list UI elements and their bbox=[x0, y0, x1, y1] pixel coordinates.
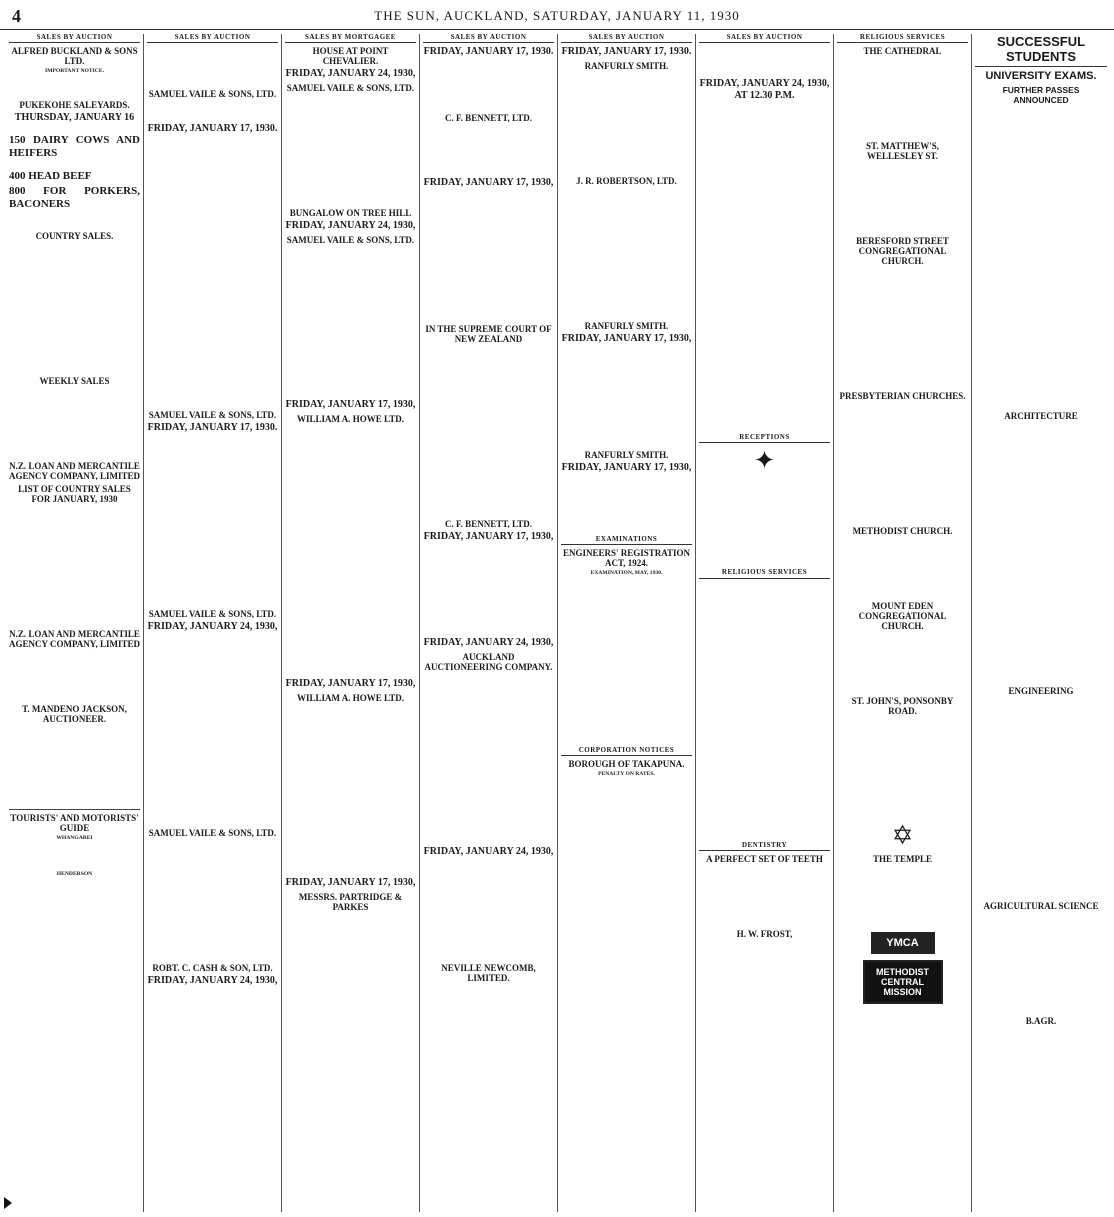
text-block bbox=[9, 388, 140, 458]
text-block bbox=[561, 73, 692, 173]
text-block bbox=[837, 403, 968, 523]
advert-heading: RANFURLY SMITH. bbox=[584, 450, 669, 461]
text-block bbox=[9, 126, 140, 132]
date-line: FRIDAY, JANUARY 17, 1930, bbox=[423, 177, 554, 189]
date-line: FRIDAY, JANUARY 24, 1930, AT 12.30 P.M. bbox=[699, 78, 830, 102]
advert-heading: SAMUEL VAILE & SONS, LTD. bbox=[148, 609, 277, 620]
lot-line: 150 DAIRY COWS AND HEIFERS bbox=[9, 134, 140, 160]
text-block bbox=[975, 698, 1107, 898]
text-block bbox=[147, 436, 278, 606]
text-block bbox=[699, 866, 830, 926]
notice-heading: IMPORTANT NOTICE. bbox=[45, 68, 104, 75]
advert-heading: LIST OF COUNTRY SALES FOR JANUARY, 1930 bbox=[18, 483, 131, 504]
text-block bbox=[285, 247, 416, 397]
date-line: FRIDAY, JANUARY 24, 1930, bbox=[285, 220, 416, 232]
section-heading: SALES BY AUCTION bbox=[561, 34, 692, 43]
advert-subheading: EXAMINATION, MAY, 1930. bbox=[590, 570, 663, 577]
section-heading: SALES BY AUCTION bbox=[699, 34, 830, 43]
text-block bbox=[837, 268, 968, 388]
text-block bbox=[837, 538, 968, 598]
text-block bbox=[975, 423, 1107, 683]
advert-heading: C. F. BENNETT, LTD. bbox=[445, 519, 532, 530]
text-block bbox=[975, 108, 1107, 408]
text-block bbox=[9, 243, 140, 373]
advert-heading: J. R. ROBERTSON, LTD. bbox=[576, 176, 677, 187]
advert-heading: SAMUEL VAILE & SONS, LTD. bbox=[286, 83, 415, 94]
column-6 bbox=[696, 34, 834, 1212]
text-block bbox=[837, 58, 968, 138]
text-block bbox=[9, 841, 140, 871]
advert-heading: H. W. FROST, bbox=[736, 928, 793, 939]
text-block bbox=[147, 635, 278, 825]
advert-heading: N.Z. LOAN AND MERCANTILE AGENCY COMPANY, LIMITED bbox=[9, 628, 140, 649]
text-block bbox=[975, 913, 1107, 1013]
text-block bbox=[9, 213, 140, 227]
section-heading: SALES BY AUCTION bbox=[147, 34, 278, 43]
methodist-mission-logo: METHODIST CENTRAL MISSION bbox=[863, 960, 943, 1004]
advert-heading: WEEKLY SALES bbox=[39, 375, 110, 386]
lot-line: 800 FOR PORKERS, BACONERS bbox=[9, 185, 140, 211]
advert-heading: ALFRED BUCKLAND & SONS LTD. bbox=[11, 46, 138, 67]
column-2 bbox=[144, 34, 282, 1212]
advert-heading: WILLIAM A. HOWE LTD. bbox=[297, 414, 404, 425]
section-heading: EXAMINATIONS bbox=[561, 536, 692, 545]
text-block bbox=[423, 860, 554, 960]
star-emblem-icon: ✡ bbox=[891, 821, 914, 851]
date-line: FRIDAY, JANUARY 24, 1930, bbox=[147, 621, 278, 633]
column-4 bbox=[420, 34, 558, 1212]
advert-heading: COUNTRY SALES. bbox=[35, 230, 114, 241]
text-block bbox=[423, 125, 554, 175]
date-line: FRIDAY, JANUARY 17, 1930. bbox=[423, 46, 554, 58]
advert-heading: TOURISTS' AND MOTORISTS' GUIDE bbox=[10, 812, 139, 833]
advert-heading: AGRICULTURAL SCIENCE bbox=[983, 901, 1099, 911]
advert-heading: MESSRS. PARTRIDGE & PARKES bbox=[298, 892, 403, 913]
text-block bbox=[699, 479, 830, 569]
text-block bbox=[9, 651, 140, 701]
advert-heading: MOUNT EDEN CONGREGATIONAL CHURCH. bbox=[858, 601, 947, 632]
text-block bbox=[423, 60, 554, 110]
advert-heading: WILLIAM A. HOWE LTD. bbox=[297, 693, 404, 704]
text-block bbox=[561, 188, 692, 318]
text-block bbox=[699, 46, 830, 76]
advert-heading: SAMUEL VAILE & SONS, LTD. bbox=[148, 828, 277, 839]
date-line: THURSDAY, JANUARY 16 bbox=[14, 112, 135, 124]
news-subheadline: UNIVERSITY EXAMS. bbox=[985, 70, 1097, 82]
date-line: FRIDAY, JANUARY 24, 1930, bbox=[423, 846, 554, 858]
columns bbox=[6, 34, 1110, 1212]
advert-heading: A PERFECT SET OF TEETH bbox=[706, 853, 823, 864]
text-block bbox=[561, 476, 692, 536]
date-line: FRIDAY, JANUARY 24, 1930, bbox=[423, 637, 554, 649]
column-7 bbox=[834, 34, 972, 1212]
section-heading: SALES BY MORTGAGEE bbox=[285, 34, 416, 43]
advert-heading: RANFURLY SMITH. bbox=[584, 321, 669, 332]
text-block bbox=[699, 104, 830, 434]
text-block bbox=[423, 674, 554, 844]
text-block bbox=[561, 347, 692, 447]
advert-heading: IN THE SUPREME COURT OF NEW ZEALAND bbox=[425, 324, 552, 345]
date-line: FRIDAY, JANUARY 17, 1930, bbox=[285, 877, 416, 889]
text-block bbox=[9, 74, 140, 97]
advert-heading: NEVILLE NEWCOMB, LIMITED. bbox=[441, 963, 536, 984]
advert-heading: B.AGR. bbox=[1025, 1016, 1057, 1026]
advert-heading: SAMUEL VAILE & SONS, LTD. bbox=[148, 410, 277, 421]
date-line: FRIDAY, JANUARY 24, 1930, bbox=[285, 68, 416, 80]
text-block bbox=[9, 506, 140, 626]
advert-heading: SAMUEL VAILE & SONS, LTD. bbox=[148, 89, 277, 100]
date-line: FRIDAY, JANUARY 17, 1930. bbox=[561, 46, 692, 58]
advert-heading: ENGINEERING bbox=[1008, 686, 1074, 696]
text-block bbox=[285, 426, 416, 676]
date-line: FRIDAY, JANUARY 24, 1930, bbox=[147, 975, 278, 987]
advert-heading: BUNGALOW ON TREE HILL bbox=[289, 208, 412, 219]
advert-subheading: WHANGAREI bbox=[56, 834, 93, 841]
news-deck: FURTHER PASSES ANNOUNCED bbox=[1002, 85, 1080, 105]
ymca-logo: YMCA bbox=[871, 932, 935, 954]
advert-heading: N.Z. LOAN AND MERCANTILE AGENCY COMPANY, LIMITED bbox=[9, 460, 140, 481]
date-line: FRIDAY, JANUARY 17, 1930. bbox=[147, 422, 278, 434]
text-block bbox=[837, 163, 968, 233]
text-block bbox=[285, 705, 416, 875]
advert-heading: T. MANDENO JACKSON, AUCTIONEER. bbox=[22, 703, 127, 724]
advert-heading: HOUSE AT POINT CHEVALIER. bbox=[312, 46, 389, 67]
section-heading: RECEPTIONS bbox=[699, 434, 830, 443]
text-block bbox=[147, 101, 278, 121]
text-block bbox=[837, 866, 968, 926]
section-heading: RELIGIOUS SERVICES bbox=[699, 569, 830, 578]
text-block bbox=[147, 46, 278, 86]
date-line: FRIDAY, JANUARY 17, 1930. bbox=[147, 123, 278, 135]
masthead bbox=[0, 0, 1114, 30]
section-heading: RELIGIOUS SERVICES bbox=[837, 34, 968, 43]
date-line: FRIDAY, JANUARY 17, 1930, bbox=[561, 333, 692, 345]
text-block bbox=[285, 95, 416, 205]
text-block bbox=[423, 346, 554, 516]
advert-heading: METHODIST CHURCH. bbox=[852, 526, 953, 537]
section-heading: SALES BY AUCTION bbox=[423, 34, 554, 43]
advert-heading: RANFURLY SMITH. bbox=[584, 61, 669, 72]
advert-heading: ARCHITECTURE bbox=[1004, 411, 1078, 421]
advert-heading: BOROUGH OF TAKAPUNA. bbox=[568, 758, 685, 769]
text-block bbox=[9, 726, 140, 806]
text-block bbox=[837, 633, 968, 693]
advert-heading: PRESBYTERIAN CHURCHES. bbox=[839, 391, 966, 402]
date-line: FRIDAY, JANUARY 17, 1930, bbox=[285, 678, 416, 690]
star-emblem-icon: ✦ bbox=[753, 446, 776, 476]
advert-heading: ST. JOHN'S, PONSONBY ROAD. bbox=[851, 696, 954, 717]
date-line: FRIDAY, JANUARY 17, 1930, bbox=[285, 399, 416, 411]
text-block bbox=[423, 545, 554, 635]
page-corner-mark bbox=[4, 1197, 12, 1209]
text-block bbox=[147, 840, 278, 960]
section-heading: CORPORATION NOTICES bbox=[561, 747, 692, 756]
column-3 bbox=[282, 34, 420, 1212]
text-block bbox=[561, 577, 692, 747]
advert-subheading: HENDERSON bbox=[56, 871, 93, 878]
text-block bbox=[9, 162, 140, 168]
column-8 bbox=[972, 34, 1110, 1212]
section-heading: DENTISTRY bbox=[699, 842, 830, 851]
page-number: 4 bbox=[12, 6, 21, 26]
advert-heading: ENGINEERS' REGISTRATION ACT, 1924. bbox=[562, 548, 691, 569]
advert-heading: C. F. BENNETT, LTD. bbox=[445, 113, 532, 124]
advert-heading: THE TEMPLE bbox=[872, 854, 933, 865]
advert-heading: ST. MATTHEW'S, WELLESLEY ST. bbox=[866, 141, 939, 162]
text-block bbox=[423, 191, 554, 321]
column-1 bbox=[6, 34, 144, 1212]
advert-heading: AUCKLAND AUCTIONEERING COMPANY. bbox=[424, 652, 553, 673]
date-line: FRIDAY, JANUARY 17, 1930, bbox=[561, 462, 692, 474]
advert-heading: THE CATHEDRAL bbox=[863, 46, 942, 57]
text-block bbox=[699, 582, 830, 842]
newspaper-title: THE SUN, AUCKLAND, SATURDAY, JANUARY 11, 1930 bbox=[374, 8, 740, 23]
section-heading: SALES BY AUCTION bbox=[9, 34, 140, 43]
advert-heading: ROBT. C. CASH & SON, LTD. bbox=[152, 963, 273, 974]
advert-heading: PUKEKOHE SALEYARDS. bbox=[19, 100, 130, 111]
date-line: FRIDAY, JANUARY 17, 1930, bbox=[423, 531, 554, 543]
text-block bbox=[147, 137, 278, 407]
advert-subheading: PENALTY ON RATES. bbox=[598, 770, 655, 777]
lot-line: 400 HEAD BEEF bbox=[9, 170, 92, 183]
news-headline: SUCCESSFUL STUDENTS bbox=[975, 34, 1107, 67]
text-block bbox=[837, 718, 968, 818]
advert-heading: BERESFORD STREET CONGREGATIONAL CHURCH. bbox=[856, 236, 949, 267]
advert-heading: SAMUEL VAILE & SONS, LTD. bbox=[286, 235, 415, 246]
column-5 bbox=[558, 34, 696, 1212]
